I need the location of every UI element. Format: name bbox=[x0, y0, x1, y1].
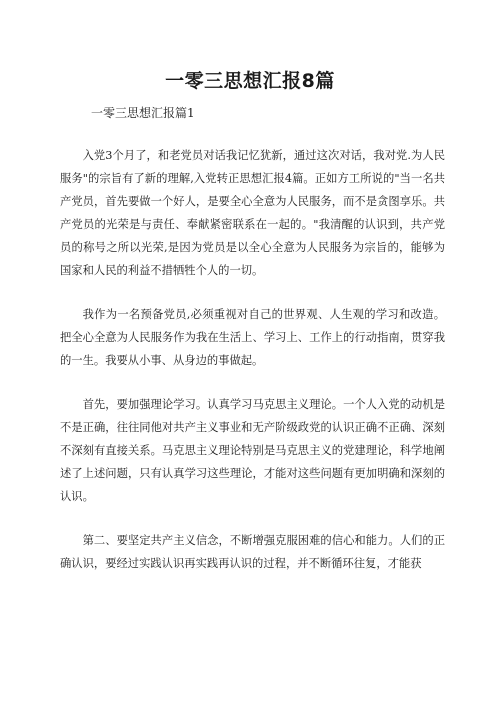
paragraph: 入党3个月了，和老党员对话我记忆犹新，通过这次对话，我对党.为人民服务"的宗旨有了新的理解,入党转正思想汇报4篇。正如方工所说的"当一名共产党员，首先要做一个好人，是要全心全意为人民服务，而不是贪图享乐。共产党员的光荣是与责任、奉献紧密联系在一起的。"我清醒的认识到，共产党员的称号之所以光荣,是因为党员是以全心全意为人民服务为宗旨的，能够为国家和人民的利益不措牺牲个人的一切。 bbox=[60, 149, 445, 277]
document-body bbox=[60, 144, 445, 596]
document-title: 一零三思想汇报8篇 bbox=[165, 70, 335, 92]
paragraph: 首先，要加强理论学习。认真学习马克思主义理论。一个人入党的动机是不是正确，往往同他对共产主义事业和无产阶级政党的认识正确不正确、深刻不深刻有直接关系。马克思主义理论特别是马克思主义的党建理论，科学地阐述了上述问题，只有认真学习这些理论，才能对这些问题有更加明确和深刻的认识。 bbox=[60, 398, 445, 503]
section-heading: 一零三思想汇报篇1 bbox=[91, 106, 195, 120]
paragraph: 第二、要坚定共产主义信念，不断增强克服困难的信心和能力。人们的正确认识，要经过实践认识再实践再认识的过程，并不断循环往复，才能获 bbox=[60, 534, 445, 570]
paragraph: 我作为一名预备党员,必须重视对自己的世界观、人生观的学习和改造。把全心全意为人民服务作为我在生活上、学习上、工作上的行动指南，贯穿我的一生。我要从小事、从身边的事做起。 bbox=[60, 308, 445, 367]
